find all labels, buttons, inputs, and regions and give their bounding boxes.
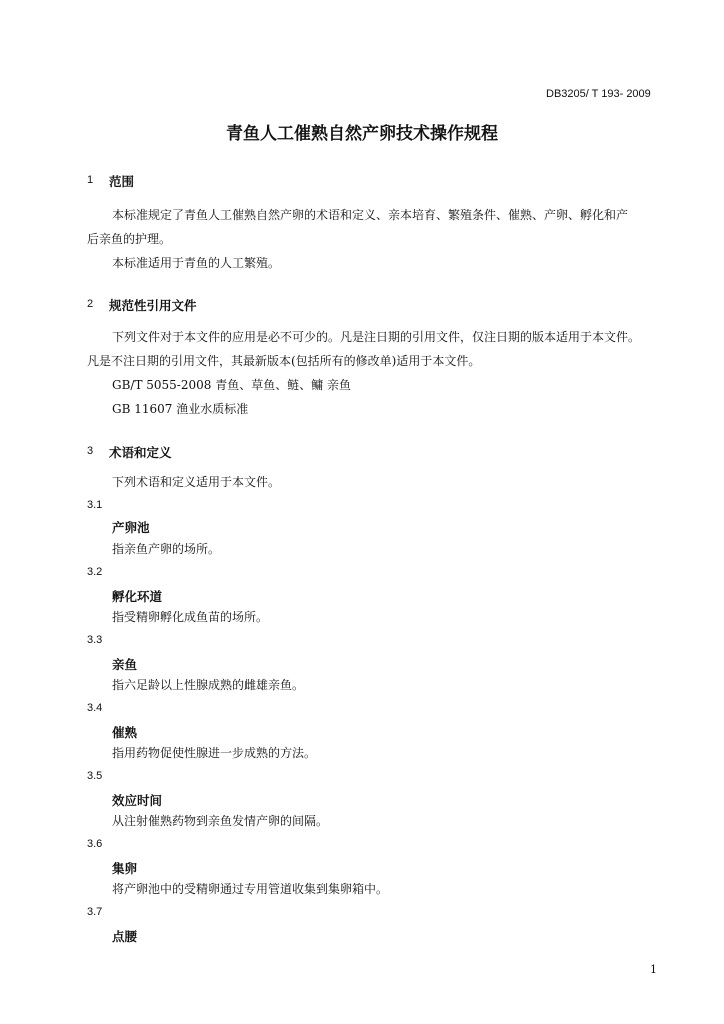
section-3-number: 3 [87, 445, 94, 457]
term-name: 点腰 [112, 929, 138, 944]
term-number: 3.3 [87, 634, 103, 646]
normative-reference-1: GB/T 5055-2008 青鱼、草鱼、鲢、鳙 亲鱼 [112, 378, 352, 392]
term-number: 3.4 [87, 702, 103, 714]
term-number: 3.7 [87, 906, 103, 918]
section-3-heading: 术语和定义 [109, 445, 172, 460]
section-2-heading: 规范性引用文件 [109, 298, 197, 313]
term-definition: 指亲鱼产卵的场所。 [112, 542, 221, 556]
term-name: 亲鱼 [112, 657, 138, 672]
term-name: 催熟 [112, 725, 138, 740]
document-number: DB3205/ T 193- 2009 [546, 88, 651, 100]
term-number: 3.1 [87, 499, 103, 511]
normative-reference-2: GB 11607 渔业水质标准 [112, 402, 249, 416]
term-number: 3.2 [87, 566, 103, 578]
term-number: 3.5 [87, 770, 103, 782]
page-number: 1 [650, 963, 657, 976]
term-name: 集卵 [112, 861, 138, 876]
section-1-para-1-line-2: 后亲鱼的护理。 [87, 232, 172, 246]
term-definition: 从注射催熟药物到亲鱼发情产卵的间隔。 [112, 814, 329, 828]
section-1-para-2: 本标准适用于青鱼的人工繁殖。 [112, 256, 281, 270]
term-number: 3.6 [87, 838, 103, 850]
section-1-number: 1 [87, 174, 94, 186]
term-definition: 将产卵池中的受精卵通过专用管道收集到集卵箱中。 [112, 882, 389, 896]
term-definition: 指六足龄以上性腺成熟的雌雄亲鱼。 [112, 678, 305, 692]
section-1-heading: 范围 [109, 174, 135, 189]
section-3-intro: 下列术语和定义适用于本文件。 [112, 475, 281, 489]
section-2-para-line-1: 下列文件对于本文件的应用是必不可少的。凡是注日期的引用文件，仅注日期的版本适用于本文件。 [112, 330, 641, 344]
section-1-para-1-line-1: 本标准规定了青鱼人工催熟自然产卵的术语和定义、亲本培育、繁殖条件、催熟、产卵、孵化和产 [112, 208, 629, 222]
term-name: 效应时间 [112, 793, 163, 808]
section-2-para-line-2: 凡是不注日期的引用文件，其最新版本(包括所有的修改单)适用于本文件。 [87, 354, 481, 368]
term-name: 产卵池 [112, 520, 150, 535]
term-name: 孵化环道 [112, 589, 163, 604]
term-definition: 指用药物促使性腺进一步成熟的方法。 [112, 746, 317, 760]
section-2-number: 2 [87, 298, 94, 310]
document-title: 青鱼人工催熟自然产卵技术操作规程 [226, 124, 498, 144]
term-definition: 指受精卵孵化成鱼苗的场所。 [112, 610, 269, 624]
